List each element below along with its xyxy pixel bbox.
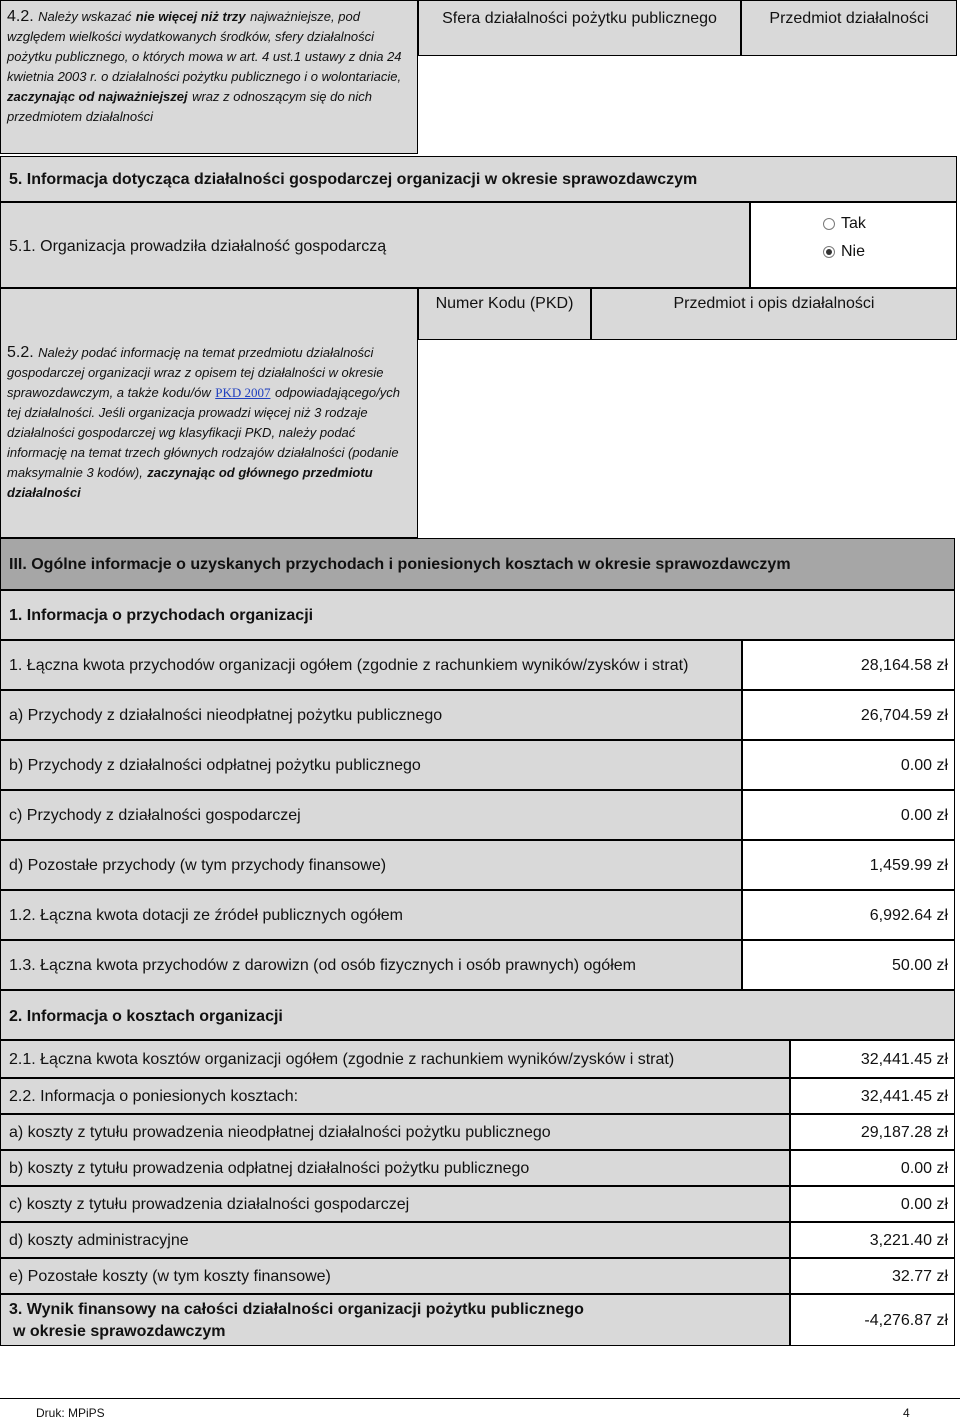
cost-row-label: 2.1. Łączna kwota kosztów organizacji ogółem (zgodnie z rachunkiem wyników/zysków i strat) — [0, 1040, 790, 1078]
income-row-value: 0.00 zł — [742, 740, 955, 790]
question-5-2-description-cell: 5.2. Należy podać informację na temat przedmiotu działalności gospodarczej organizacji wraz z opisem tej działalności w okresie sprawozdawczym, a także kodu/ów PKD 2007 odpowiadającego/ych tej działalności. Jeśli organizacja prowadzi więcej niż 3 rodzaje działalności gospodarczej wg klasyfikacji PKD, należy podać informację na temat trzech głównych rodzajów działalności (podanie maksymalnie 3 kodów), zaczynając od głównego przedmiotu działalności — [0, 288, 418, 538]
section-number: 4.2. — [7, 8, 34, 25]
cost-row-value: 0.00 zł — [790, 1150, 955, 1186]
income-row-value: 50.00 zł — [742, 940, 955, 990]
cost-row-label: 2.2. Informacja o poniesionych kosztach: — [0, 1078, 790, 1114]
cost-row-value: 32.77 zł — [790, 1258, 955, 1294]
radio-button-tak[interactable] — [823, 218, 835, 230]
financial-result-value: -4,276.87 zł — [790, 1294, 955, 1346]
cost-row-value: 29,187.28 zł — [790, 1114, 955, 1150]
footer-page-number: 4 — [903, 1406, 910, 1420]
income-section-title: 1. Informacja o przychodach organizacji — [0, 590, 955, 640]
pkd-2007-link[interactable]: PKD 2007 — [215, 385, 271, 400]
question-number: 5.2. — [7, 344, 34, 361]
income-row-label: a) Przychody z działalności nieodpłatnej pożytku publicznego — [0, 690, 742, 740]
income-row-value: 28,164.58 zł — [742, 640, 955, 690]
footer-divider — [0, 1398, 960, 1399]
cost-row-value: 3,221.40 zł — [790, 1222, 955, 1258]
income-row-value: 0.00 zł — [742, 790, 955, 840]
column-header-opis: Przedmiot i opis działalności — [591, 288, 957, 340]
financial-result-label: 3. Wynik finansowy na całości działalności organizacji pożytku publicznego w okresie sprawozdawczym — [0, 1294, 790, 1346]
cost-row-value: 32,441.45 zł — [790, 1078, 955, 1114]
income-row-label: d) Pozostałe przychody (w tym przychody finansowe) — [0, 840, 742, 890]
cost-row-label: c) koszty z tytułu prowadzenia działalności gospodarczej — [0, 1186, 790, 1222]
footer-print-label: Druk: MPiPS — [36, 1406, 105, 1420]
cost-row-label: e) Pozostałe koszty (w tym koszty finansowe) — [0, 1258, 790, 1294]
income-row-label: b) Przychody z działalności odpłatnej pożytku publicznego — [0, 740, 742, 790]
income-row-label: c) Przychody z działalności gospodarczej — [0, 790, 742, 840]
income-row-label: 1.2. Łączna kwota dotacji ze źródeł publicznych ogółem — [0, 890, 742, 940]
income-row-label: 1.3. Łączna kwota przychodów z darowizn (od osób fizycznych i osób prawnych) ogółem — [0, 940, 742, 990]
section-iii-title: III. Ogólne informacje o uzyskanych przychodach i poniesionych kosztach w okresie sprawozdawczym — [0, 538, 955, 590]
column-header-pkd: Numer Kodu (PKD) — [418, 288, 591, 340]
costs-section-title: 2. Informacja o kosztach organizacji — [0, 990, 955, 1040]
cost-row-label: a) koszty z tytułu prowadzenia nieodpłatnej działalności pożytku publicznego — [0, 1114, 790, 1150]
section-5-title: 5. Informacja dotycząca działalności gospodarczej organizacji w okresie sprawozdawczym — [0, 156, 957, 202]
cost-row-label: b) koszty z tytułu prowadzenia odpłatnej działalności pożytku publicznego — [0, 1150, 790, 1186]
income-row-value: 1,459.99 zł — [742, 840, 955, 890]
income-row-value: 26,704.59 zł — [742, 690, 955, 740]
question-5-1-answer-cell — [750, 202, 957, 288]
column-header-sfera: Sfera działalności pożytku publicznego — [418, 0, 741, 56]
column-header-przedmiot: Przedmiot działalności — [741, 0, 957, 56]
section-4-2-description-cell: 4.2. Należy wskazać nie więcej niż trzy najważniejsze, pod względem wielkości wydatkowanych środków, sfery działalności pożytku publicznego, o których mowa w art. 4 ust.1 ustawy z dnia 24 kwietnia 2003 r. o działalności pożytku publicznego i o wolontariacie, zaczynając od najważniejszej wraz z odnoszącym się do nich przedmiotem działalności — [0, 0, 418, 154]
radio-button-nie[interactable] — [823, 246, 835, 258]
radio-option-tak[interactable]: Tak — [823, 215, 866, 233]
question-5-1-label-cell: 5.1. Organizacja prowadziła działalność gospodarczą — [0, 202, 750, 288]
cost-row-value: 32,441.45 zł — [790, 1040, 955, 1078]
cost-row-value: 0.00 zł — [790, 1186, 955, 1222]
cost-row-label: d) koszty administracyjne — [0, 1222, 790, 1258]
income-row-value: 6,992.64 zł — [742, 890, 955, 940]
radio-option-nie[interactable]: Nie — [823, 243, 865, 261]
income-row-label: 1. Łączna kwota przychodów organizacji ogółem (zgodnie z rachunkiem wyników/zysków i strat) — [0, 640, 742, 690]
